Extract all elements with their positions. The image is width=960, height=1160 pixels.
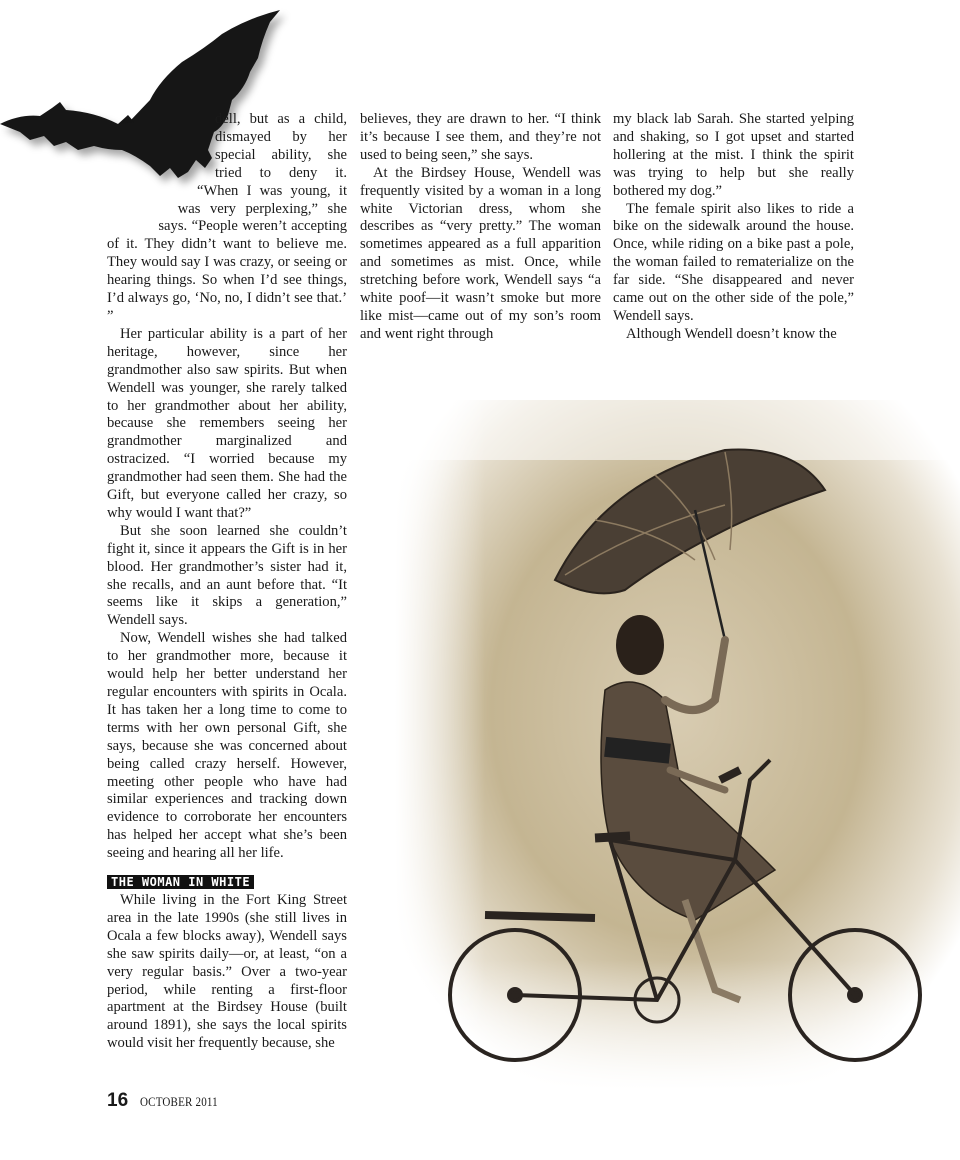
paragraph: The female spirit also likes to ride a bike on the sidewalk around the house. Once, while riding on a bike past a pole, the woman failed to rematerialize on the far side. “She disappeared and never came out on the other side of the pole,” Wendell says.	[613, 200, 854, 324]
paragraph: believes, they are drawn to her. “I think it’s because I see them, and they’re not used to being seen,” she says.	[360, 111, 601, 163]
paragraph: dell, but as a child, dismayed by her special ability, she tried to deny it. “When I was young, it was very perplexing,” she says. “People weren’t accepting of it. They didn’t want to believe me. They would say I was crazy, or seeing or hearing things. So when I’d see things, I’d always go, ‘No, no, I didn’t see that.’ ”	[107, 111, 347, 324]
paragraph: Although Wendell doesn’t know the	[626, 325, 837, 342]
page-footer	[107, 1090, 232, 1112]
article-column-1	[107, 111, 347, 1053]
page-number: 16	[107, 1090, 129, 1111]
paragraph: While living in the Fort King Street area in the late 1990s (she still lives in Ocala a few blocks away), Wendell says she saw spirits daily—or, at least, “on a very regular basis.” Over a two-year period, while renting a first-floor apartment at the Birdsey House (built around 1891), she says the local spirits would visit her frequently because, she	[107, 891, 347, 1052]
section-subhead: THE WOMAN IN WHITE	[107, 875, 254, 889]
article-column-2	[360, 111, 601, 344]
article-column-3	[613, 111, 854, 344]
issue-date: OCTOBER 2011	[140, 1094, 219, 1109]
paragraph: Now, Wendell wishes she had talked to her grandmother more, because it would help her better understand her regular encounters with spirits in Ocala. It has taken her a long time to come to terms with her own personal Gift, she says, because she was concerned about being called crazy herself. However, meeting other people who have had similar experiences and tracking down evidence to corroborate her encounters has helped her accept what she’s been seeing and hearing all her life.	[107, 630, 347, 862]
paragraph: But she soon learned she couldn’t fight it, since it appears the Gift is in her blood. Her grandmother’s sister had it, she recalls, and an aunt before that. “It seems like it skips a generation,” Wendell says.	[107, 522, 347, 629]
paragraph: my black lab Sarah. She started yelping and shaking, so I got upset and started hollering at the mist. I think the spirit was trying to help but she really bothered my dog.”	[613, 111, 854, 199]
bicycle-umbrella-photo	[395, 400, 960, 1090]
paragraph: Her particular ability is a part of her heritage, however, since her grandmother also saw spirits. But when Wendell was younger, she rarely talked to her grandmother about her ability, because she remembers seeing her grandmother marginalized and ostracized. “I worried because my grandmother had seen them. She had the Gift, but everyone called her crazy, so why would I want that?”	[107, 325, 347, 521]
paragraph: At the Birdsey House, Wendell was frequently visited by a woman in a long white Victorian dress, whom she describes as “very pretty.” The woman sometimes appeared as a full apparition and sometimes as mist. Once, while stretching before work, Wendell says “a white poof—it wasn’t smoke but more like mist—came out of my son’s room and went right through	[360, 164, 601, 342]
